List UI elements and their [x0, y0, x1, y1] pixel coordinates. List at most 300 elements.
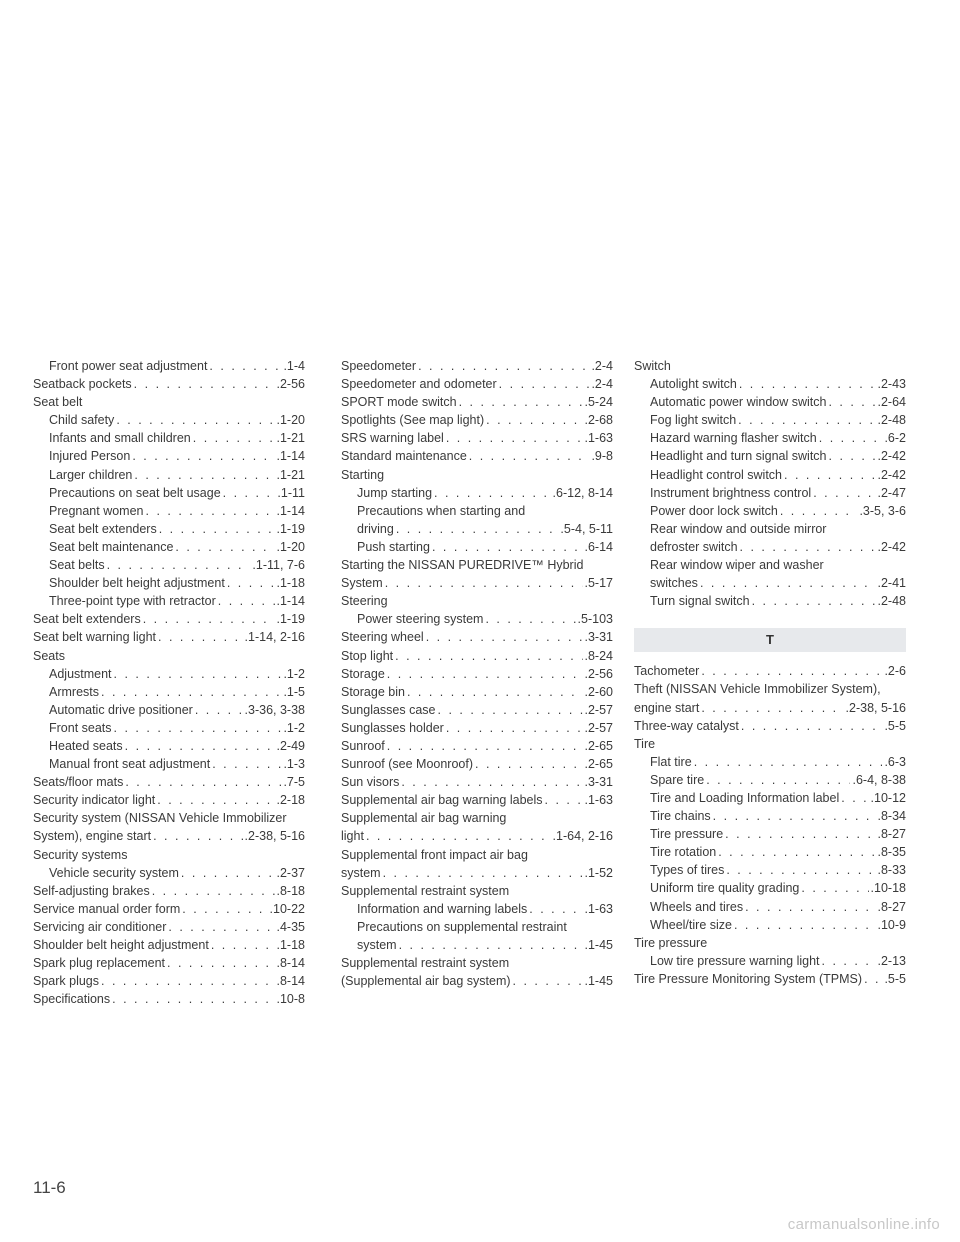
leader-dots — [385, 574, 583, 592]
index-entry-page-ref: .8-34 — [877, 809, 906, 824]
index-entry-row — [341, 574, 613, 592]
index-entry-row — [357, 538, 613, 556]
index-entry-row — [49, 520, 305, 538]
index-entry-row — [634, 662, 906, 680]
page-number: 11-6 — [33, 1178, 66, 1197]
index-entry-page-ref: .8-18 — [276, 883, 305, 898]
index-entry-label-continued: switches — [650, 576, 698, 591]
index-entry-page-ref: .8-27 — [877, 899, 906, 914]
index-entry-row — [341, 773, 613, 791]
index-entry — [33, 375, 305, 393]
index-entry — [33, 411, 305, 429]
leader-dots — [387, 665, 583, 683]
index-entry-label-continued: defroster switch — [650, 539, 738, 554]
index-entry-page-ref: .10-8 — [276, 992, 305, 1007]
index-entry-label: Security indicator light — [33, 793, 156, 808]
index-entry — [634, 771, 906, 789]
index-entry-page-ref: .1-14 — [276, 594, 305, 609]
index-entry-row — [634, 934, 906, 952]
leader-dots — [114, 719, 282, 737]
index-entry-row — [33, 827, 305, 845]
index-entry-row — [49, 502, 305, 520]
index-entry-page-ref: .2-38, 5-16 — [845, 700, 906, 715]
leader-dots — [545, 791, 583, 809]
leader-dots — [819, 429, 883, 447]
leader-dots — [706, 771, 850, 789]
index-entry — [33, 574, 305, 592]
index-entry-page-ref: .6-12, 8-14 — [552, 485, 613, 500]
index-entry-row — [33, 990, 305, 1008]
index-entry — [341, 466, 613, 484]
index-entry — [634, 592, 906, 610]
index-entry-row — [49, 357, 305, 375]
index-entry-row — [650, 429, 906, 447]
index-entry-page-ref: .2-4 — [591, 359, 613, 373]
index-entry — [341, 429, 613, 447]
index-entry-label: Tire — [634, 736, 656, 751]
index-entry-row — [33, 972, 305, 990]
index-entry — [634, 934, 906, 952]
index-entry-row — [341, 737, 613, 755]
index-entry — [634, 429, 906, 447]
index-entry-label: Sunglasses holder — [341, 720, 444, 735]
index-entry — [341, 393, 613, 411]
index-entry-page-ref: .1-21 — [276, 467, 305, 482]
index-entry-row — [341, 791, 613, 809]
index-entry-row — [650, 466, 906, 484]
index-entry-row — [650, 592, 906, 610]
index-entry-label: Shoulder belt height adjustment — [49, 576, 225, 591]
index-entry-row — [650, 447, 906, 465]
index-entry-label: Storage bin — [341, 684, 405, 699]
leader-dots — [223, 484, 276, 502]
index-entry-row — [49, 447, 305, 465]
index-entry-page-ref: .2-56 — [276, 377, 305, 392]
index-entry-row — [650, 879, 906, 897]
leader-dots — [701, 662, 882, 680]
leader-dots — [841, 789, 868, 807]
index-entry-page-ref: .8-14 — [276, 956, 305, 971]
leader-dots — [107, 556, 251, 574]
index-entry-label: Seatback pockets — [33, 377, 132, 392]
index-entry — [33, 665, 305, 683]
index-entry — [33, 701, 305, 719]
index-entry-page-ref: .1-19 — [276, 521, 305, 536]
index-entry-label: Low tire pressure warning light — [650, 953, 820, 968]
index-entry-page-ref: .2-42 — [877, 449, 906, 464]
index-entry-label: Spare tire — [650, 772, 705, 787]
leader-dots — [195, 701, 243, 719]
index-entry-row — [33, 628, 305, 646]
index-entry-label: Automatic power window switch — [650, 395, 827, 410]
index-entry-label: Specifications — [33, 992, 111, 1007]
index-entry — [634, 717, 906, 735]
leader-dots — [864, 970, 882, 988]
index-entry-row — [650, 484, 906, 502]
index-entry — [634, 753, 906, 771]
index-entry — [634, 680, 906, 716]
index-entry-row — [341, 647, 613, 665]
leader-dots — [801, 879, 868, 897]
index-entry-row — [341, 429, 613, 447]
leader-dots — [726, 861, 875, 879]
index-entry-page-ref: .8-35 — [877, 845, 906, 860]
index-entry-row — [33, 846, 305, 864]
index-entry — [33, 791, 305, 809]
index-entry-label: Larger children — [49, 467, 133, 482]
index-entry-label: Precautions on supplemental restraint — [357, 919, 567, 934]
index-entry-label: Switch — [634, 359, 671, 373]
leader-dots — [101, 683, 281, 701]
leader-dots — [813, 484, 875, 502]
index-entry-label: Tire chains — [650, 809, 711, 824]
index-entry — [341, 647, 613, 665]
index-entry-label: Starting — [341, 467, 385, 482]
index-entry-label-continued: (Supplemental air bag system) — [341, 974, 511, 989]
index-entry — [634, 520, 906, 556]
index-entry-page-ref: .2-18 — [276, 793, 305, 808]
index-entry-page-ref: .5-5 — [884, 718, 906, 733]
index-entry-label: Tachometer — [634, 664, 700, 679]
index-entry-label: Spark plugs — [33, 974, 100, 989]
index-entry-row — [33, 791, 305, 809]
index-entry-page-ref: .2-13 — [877, 953, 906, 968]
index-entry-label: Sunroof (see Moonroof) — [341, 757, 474, 772]
index-entry — [341, 900, 613, 918]
index-entry — [33, 429, 305, 447]
index-entry-row — [357, 936, 613, 954]
leader-dots — [780, 502, 858, 520]
index-entry — [634, 411, 906, 429]
index-entry-page-ref: .1-4 — [283, 359, 305, 373]
leader-dots — [396, 520, 559, 538]
index-entry — [33, 990, 305, 1008]
leader-dots — [366, 827, 551, 845]
index-entry-label: Precautions on seat belt usage — [49, 485, 221, 500]
leader-dots — [446, 429, 583, 447]
index-entry-label: Seat belts — [49, 558, 105, 573]
leader-dots — [143, 610, 275, 628]
leader-dots — [125, 737, 275, 755]
leader-dots — [158, 628, 243, 646]
index-entry-row — [33, 393, 305, 411]
index-entry-label: Jump starting — [357, 485, 433, 500]
leader-dots — [181, 864, 275, 882]
index-entry-label: Hazard warning flasher switch — [650, 431, 817, 446]
index-entry-row — [49, 592, 305, 610]
index-entry — [341, 665, 613, 683]
index-entry-label: Power steering system — [357, 612, 484, 627]
index-entry-label: Stop light — [341, 648, 394, 663]
index-entry-label: Flat tire — [650, 754, 692, 769]
index-entry — [33, 809, 305, 845]
index-entry-label-continued: system — [341, 865, 381, 880]
index-entry — [33, 719, 305, 737]
index-entry-row — [357, 610, 613, 628]
index-entry — [33, 755, 305, 773]
leader-dots — [499, 375, 590, 393]
leader-dots — [152, 882, 275, 900]
index-entry-label: Supplemental front impact air bag — [341, 847, 528, 862]
index-entry-page-ref: .1-45 — [584, 974, 613, 989]
index-entry-page-ref: .2-38, 5-16 — [244, 829, 305, 844]
index-entry-label: Injured Person — [49, 449, 131, 464]
index-entry-page-ref: .8-27 — [877, 827, 906, 842]
index-entry-page-ref: .1-14, 2-16 — [244, 630, 305, 645]
index-entry-label: SRS warning label — [341, 431, 444, 446]
leader-dots — [738, 411, 875, 429]
leader-dots — [752, 592, 876, 610]
index-entry-label: Starting the NISSAN PUREDRIVE™ Hybrid — [341, 558, 584, 573]
index-entry-label: Armrests — [49, 684, 99, 699]
index-entry-page-ref: .5-5 — [884, 971, 906, 986]
index-entry-page-ref: .2-6 — [884, 664, 906, 679]
index-entry-row — [650, 574, 906, 592]
index-entry-label: Vehicle security system — [49, 865, 179, 880]
index-entry — [33, 683, 305, 701]
index-entry — [341, 538, 613, 556]
index-entry-row — [341, 719, 613, 737]
index-entry-row — [341, 882, 613, 900]
index-entry-row — [33, 610, 305, 628]
leader-dots — [182, 900, 267, 918]
index-entry-label: Fog light switch — [650, 413, 737, 428]
index-entry-row — [650, 843, 906, 861]
index-entry — [33, 466, 305, 484]
index-entry — [634, 879, 906, 897]
index-entry-row — [650, 952, 906, 970]
index-entry-page-ref: .2-49 — [276, 738, 305, 753]
index-entry-label: Seat belt warning light — [33, 630, 156, 645]
index-entry-label: Speedometer — [341, 359, 417, 373]
index-entry — [341, 719, 613, 737]
index-entry — [341, 882, 613, 900]
index-entry — [341, 773, 613, 791]
index-column-3 — [634, 357, 906, 988]
index-entry-row — [49, 701, 305, 719]
leader-dots — [167, 954, 274, 972]
index-entry-row — [634, 735, 906, 753]
index-entry — [634, 393, 906, 411]
index-entry — [634, 952, 906, 970]
index-entry — [33, 882, 305, 900]
index-entry-label: Steering — [341, 594, 388, 609]
index-entry — [33, 628, 305, 646]
index-entry-label-continued: driving — [357, 521, 394, 536]
index-entry-page-ref: .5-17 — [584, 576, 613, 591]
leader-dots — [822, 952, 876, 970]
index-entry-label: Power door lock switch — [650, 503, 778, 518]
leader-dots — [713, 807, 876, 825]
index-entry-label: Uniform tire quality grading — [650, 881, 800, 896]
index-entry-row — [341, 665, 613, 683]
leader-dots — [486, 411, 582, 429]
section-heading: T — [634, 628, 906, 652]
index-entry — [341, 701, 613, 719]
index-entry-label: Tire and Loading Information label — [650, 790, 840, 805]
index-entry-label: Tire rotation — [650, 845, 717, 860]
index-entry — [33, 357, 305, 375]
leader-dots — [125, 773, 281, 791]
index-entry-row — [357, 484, 613, 502]
index-entry-label: Seat belt extenders — [49, 521, 157, 536]
leader-dots — [209, 357, 281, 375]
index-entry-row — [341, 972, 613, 990]
leader-dots — [426, 628, 583, 646]
index-entry — [341, 484, 613, 502]
leader-dots — [475, 755, 582, 773]
index-entry-page-ref: .1-3 — [283, 757, 305, 772]
index-entry-page-ref: .2-42 — [877, 467, 906, 482]
index-entry — [341, 683, 613, 701]
index-entry-label: Headlight and turn signal switch — [650, 449, 827, 464]
index-entry-row — [341, 628, 613, 646]
index-entry-row — [49, 556, 305, 574]
watermark-text: carmanualsonline.info — [787, 1216, 940, 1233]
index-entry — [33, 864, 305, 882]
index-entry-row — [650, 861, 906, 879]
index-entry — [341, 556, 613, 592]
index-entry — [33, 610, 305, 628]
index-entry — [33, 737, 305, 755]
index-entry-page-ref: .2-48 — [877, 594, 906, 609]
leader-dots — [740, 538, 876, 556]
index-entry-page-ref: .3-36, 3-38 — [244, 702, 305, 717]
index-entry-page-ref: .2-47 — [877, 485, 906, 500]
index-entry-page-ref: .10-9 — [877, 917, 906, 932]
index-entry-page-ref: .1-11, 7-6 — [252, 558, 305, 573]
index-entry-row — [49, 719, 305, 737]
index-entry-label: Precautions when starting and — [357, 503, 526, 518]
index-entry-page-ref: .6-14 — [584, 539, 613, 554]
index-entry — [33, 773, 305, 791]
index-entry-page-ref: .1-63 — [584, 901, 613, 916]
index-entry-page-ref: .9-8 — [591, 449, 613, 464]
index-entry-page-ref: .2-41 — [877, 576, 906, 591]
index-entry-row — [341, 447, 613, 465]
index-entry-page-ref: .2-65 — [584, 738, 613, 753]
index-entry-row — [634, 699, 906, 717]
leader-dots — [212, 755, 281, 773]
leader-dots — [218, 592, 275, 610]
index-entry-page-ref: .1-19 — [276, 612, 305, 627]
leader-dots — [784, 466, 875, 484]
leader-dots — [116, 411, 274, 429]
index-entry-label: Shoulder belt height adjustment — [33, 938, 209, 952]
index-entry — [341, 628, 613, 646]
index-entry-page-ref: .1-2 — [283, 666, 305, 681]
index-entry-page-ref: .5-24 — [584, 395, 613, 410]
index-entry — [634, 825, 906, 843]
index-entry-page-ref: .5-103 — [577, 612, 613, 627]
index-entry-row — [49, 429, 305, 447]
index-entry-label-continued: System), engine start — [33, 829, 152, 844]
index-entry-label: Servicing air conditioner — [33, 919, 167, 934]
index-entry-row — [634, 717, 906, 735]
index-entry-row — [650, 807, 906, 825]
index-entry — [341, 610, 613, 628]
index-entry-label: Theft (NISSAN Vehicle Immobilizer System), — [634, 682, 881, 697]
index-entry-page-ref: .2-57 — [584, 702, 613, 717]
index-entry-page-ref: .2-4 — [591, 377, 613, 392]
index-entry-page-ref: .1-5 — [283, 684, 305, 699]
index-entry-label: Spark plug replacement — [33, 956, 166, 971]
index-entry-label: Tire pressure — [634, 935, 708, 950]
index-entry-label: Autolight switch — [650, 377, 737, 392]
index-entry — [634, 502, 906, 520]
leader-dots — [401, 773, 582, 791]
index-entry — [33, 936, 305, 954]
leader-dots — [193, 429, 275, 447]
leader-dots — [741, 717, 883, 735]
index-entry-row — [33, 936, 305, 954]
index-entry — [341, 592, 613, 610]
leader-dots — [745, 898, 875, 916]
index-entry-row — [341, 411, 613, 429]
index-entry-label: Front seats — [49, 720, 112, 735]
index-entry — [33, 538, 305, 556]
index-entry-row — [49, 755, 305, 773]
leader-dots — [132, 447, 274, 465]
index-entry — [341, 954, 613, 990]
index-entry-row — [650, 771, 906, 789]
index-entry-label: Manual front seat adjustment — [49, 757, 211, 772]
index-entry-page-ref: .2-68 — [584, 413, 613, 428]
index-entry — [33, 954, 305, 972]
index-entry-page-ref: .10-18 — [870, 881, 906, 896]
index-entry-page-ref: .2-48 — [877, 413, 906, 428]
index-entry-row — [33, 954, 305, 972]
leader-dots — [432, 538, 583, 556]
index-entry-label: Turn signal switch — [650, 594, 750, 609]
index-entry — [33, 502, 305, 520]
leader-dots — [694, 753, 883, 771]
index-entry — [634, 447, 906, 465]
index-entry-label: Headlight control switch — [650, 467, 783, 482]
index-entry-page-ref: .1-11 — [277, 485, 305, 500]
leader-dots — [829, 447, 876, 465]
index-entry-page-ref: .8-33 — [877, 863, 906, 878]
index-entry — [341, 918, 613, 954]
index-entry-page-ref: .2-60 — [584, 684, 613, 699]
index-entry-page-ref: .4-35 — [276, 919, 305, 934]
index-entry-page-ref: .2-57 — [584, 720, 613, 735]
index-entry-label: Adjustment — [49, 666, 112, 681]
index-entry — [341, 357, 613, 375]
leader-dots — [718, 843, 875, 861]
index-entry-page-ref: .1-14 — [276, 449, 305, 464]
index-entry-label-continued: light — [341, 829, 364, 844]
index-entry-label: Types of tires — [650, 863, 725, 878]
index-entry-label: Sun visors — [341, 775, 400, 790]
index-entry — [341, 447, 613, 465]
index-entry-row — [341, 592, 613, 610]
index-entry-row — [33, 918, 305, 936]
index-entry-label: Wheel/tire size — [650, 917, 732, 932]
index-entry-row — [49, 864, 305, 882]
index-entry-page-ref: .2-65 — [584, 757, 613, 772]
index-entry-label: Sunglasses case — [341, 702, 436, 717]
index-entry-row — [33, 900, 305, 918]
index-entry — [341, 375, 613, 393]
leader-dots — [438, 701, 583, 719]
index-entry — [634, 843, 906, 861]
index-entry-page-ref: .1-2 — [283, 720, 305, 735]
index-entry-label: Steering wheel — [341, 630, 424, 645]
index-entry-page-ref: .1-18 — [276, 576, 305, 591]
index-entry — [634, 789, 906, 807]
index-entry-label: Infants and small children — [49, 431, 191, 446]
